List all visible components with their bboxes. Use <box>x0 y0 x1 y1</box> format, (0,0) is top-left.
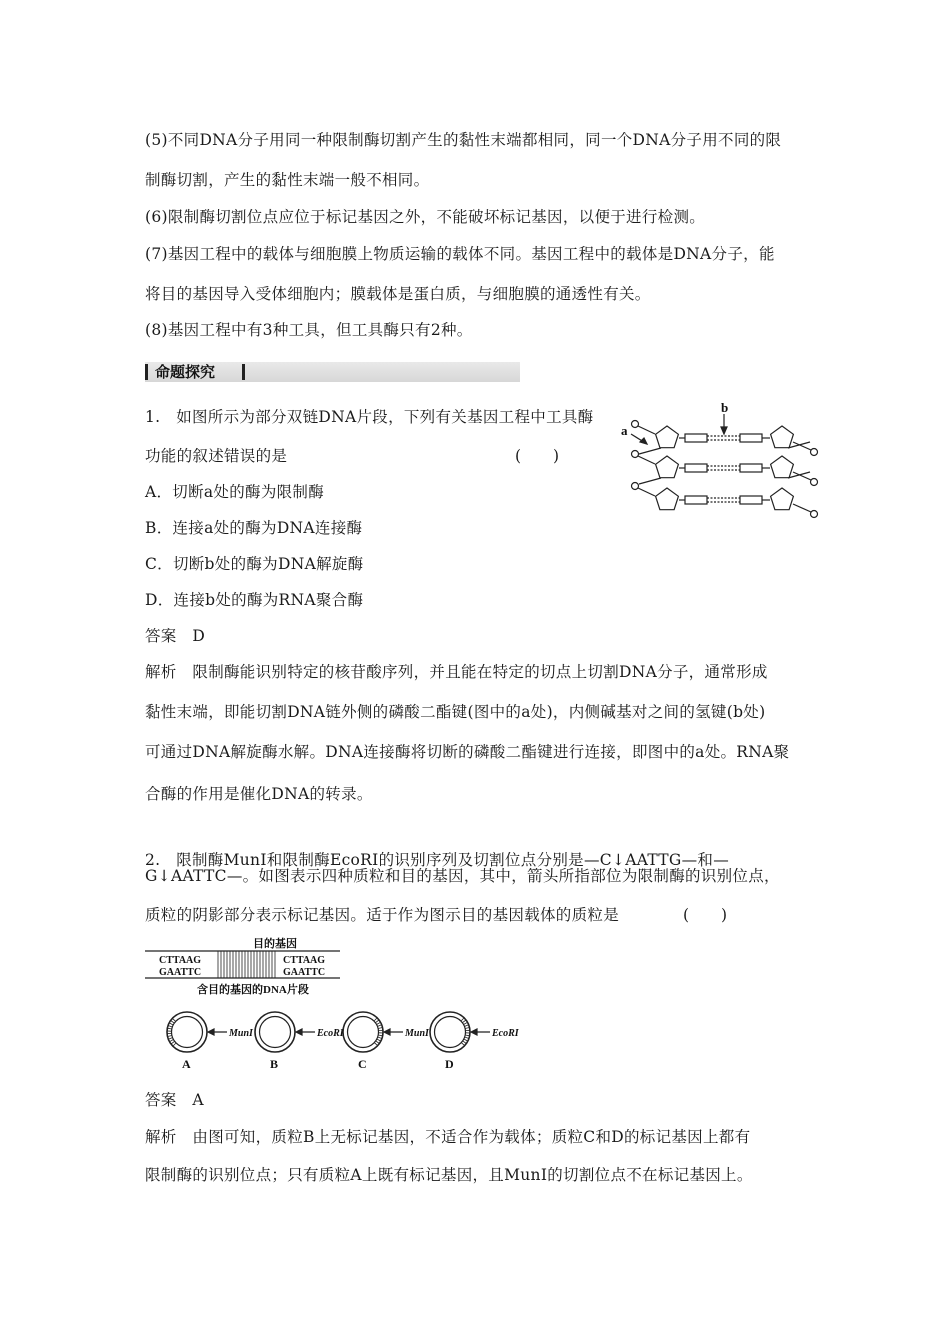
deoxyribose-left <box>656 488 679 510</box>
marker-gene-hatch <box>464 1022 468 1024</box>
marker-gene-hatch <box>378 1025 382 1027</box>
site-arrow-head <box>296 1029 302 1035</box>
base-left <box>685 434 707 442</box>
q2-stem-line-1: 2. 限制酶MunⅠ和限制酶EcoRⅠ的识别序列及切割位点分别是—C↓AATTG—和— <box>145 851 730 869</box>
marker-gene-hatch <box>172 1018 175 1021</box>
phosphate-right <box>811 449 818 456</box>
left-top-sequence: CTTAAG <box>159 955 202 966</box>
deoxyribose-right <box>771 488 794 510</box>
base-right <box>740 464 762 472</box>
plasmid-figure <box>145 935 519 1080</box>
q2-analysis-line-2: 限制酶的识别位点；只有质粒A上既有标记基因，且MunⅠ的切割位点不在标记基因上。 <box>145 1166 753 1184</box>
marker-gene-hatch <box>378 1037 382 1039</box>
marker-gene-hatch <box>171 1041 175 1044</box>
gene-hatching <box>218 951 275 978</box>
backbone-strand-right <box>788 472 810 478</box>
enzyme-label: EcoRI <box>492 1028 519 1039</box>
q1-answer-bracket: ( ) <box>515 447 560 465</box>
backbone-strand-right <box>788 442 810 448</box>
q1-answer: 答案 D <box>145 627 206 645</box>
backbone-link-left <box>638 456 655 464</box>
marker-gene-hatch <box>377 1022 381 1024</box>
marker-gene-hatch <box>465 1035 469 1036</box>
left-bottom-sequence: GAATTC <box>159 967 202 978</box>
marker-gene-hatch <box>462 1020 466 1023</box>
backbone-strand-left <box>639 448 661 454</box>
deoxyribose-right <box>771 426 794 448</box>
phosphate-left <box>632 483 639 490</box>
section-header <box>145 362 520 382</box>
marker-gene-hatch <box>378 1028 382 1029</box>
backbone-link-left <box>638 426 655 434</box>
base-right <box>740 434 762 442</box>
backbone-link-left <box>638 488 655 496</box>
note-5-line-2: 制酶切割，产生的黏性末端一般不相同。 <box>145 171 430 189</box>
marker-gene-hatch <box>464 1039 468 1041</box>
site-arrow-head <box>208 1029 214 1035</box>
section-title: 命题探究 <box>155 363 216 381</box>
plasmid-a <box>167 1012 254 1071</box>
marker-gene-hatch <box>465 1028 469 1029</box>
marker-gene-hatch <box>170 1040 174 1042</box>
enzyme-label: EcoRI <box>317 1028 344 1039</box>
arrow-a-head <box>640 438 647 444</box>
arrow-b-head <box>721 427 727 434</box>
enzyme-label: MunI <box>229 1028 253 1039</box>
marker-gene-hatch <box>463 1041 467 1044</box>
marker-gene-hatch <box>375 1020 379 1023</box>
marker-gene-hatch <box>168 1038 172 1040</box>
q1-option-c: C．切断b处的酶为DNA解旋酶 <box>145 555 364 573</box>
backbone-strand-left <box>639 478 661 484</box>
marker-gene-hatch <box>168 1026 172 1028</box>
plasmid-inner-ring <box>435 1017 466 1048</box>
deoxyribose-left <box>656 426 679 448</box>
q2-answer: 答案 A <box>145 1091 204 1109</box>
note-8: (8)基因工程中有3种工具，但工具酶只有2种。 <box>145 321 473 339</box>
q1-option-a: A．切断a处的酶为限制酶 <box>145 483 325 501</box>
base-left <box>685 496 707 504</box>
plasmid-letter: C <box>358 1057 367 1071</box>
note-7-line-1: (7)基因工程中的载体与细胞膜上物质运输的载体不同。基因工程中的载体是DNA分子，能 <box>145 245 775 263</box>
marker-gene-hatch <box>461 1018 464 1021</box>
plasmid-letter: D <box>445 1057 454 1071</box>
base-right <box>740 496 762 504</box>
q2-analysis-line-1: 解析 由图可知，质粒B上无标记基因，不适合作为载体；质粒C和D的标记基因上都有 <box>145 1128 751 1146</box>
marker-gene-hatch <box>378 1035 382 1036</box>
plasmid-letter: B <box>270 1057 279 1071</box>
marker-gene-hatch <box>465 1025 469 1027</box>
q1-option-b: B．连接a处的酶为DNA连接酶 <box>145 519 363 537</box>
q1-analysis-line-1: 解析 限制酶能识别特定的核苷酸序列，并且能在特定的切点上切割DNA分子，通常形成 <box>145 663 768 681</box>
enzyme-label: MunI <box>405 1028 429 1039</box>
dna-double-strand-figure <box>621 400 825 525</box>
marker-gene-hatch <box>465 1037 469 1039</box>
plasmid-d <box>430 1012 520 1071</box>
plasmid-letter: A <box>182 1057 191 1071</box>
phosphate-left <box>632 451 639 458</box>
q1-analysis-line-3: 可通过DNA解旋酶水解。DNA连接酶将切断的磷酸二酯键进行连接，即图中的a处。RNA聚 <box>145 743 790 761</box>
note-5-line-1: (5)不同DNA分子用同一种限制酶切割产生的黏性末端都相同，同一个DNA分子用不同的限 <box>145 131 782 149</box>
q2-stem-line-3: 质粒的阴影部分表示标记基因。适于作为图示目的基因载体的质粒是 <box>145 906 620 924</box>
q1-stem-line-1: 1. 如图所示为部分双链DNA片段，下列有关基因工程中工具酶 <box>145 408 594 426</box>
marker-gene-hatch <box>173 1043 176 1046</box>
note-7-line-2: 将目的基因导入受体细胞内；膜载体是蛋白质，与细胞膜的通透性有关。 <box>145 285 651 303</box>
label-b: b <box>721 400 729 415</box>
plasmid-b <box>255 1012 345 1071</box>
marker-gene-hatch <box>377 1039 381 1041</box>
q1-option-d: D．连接b处的酶为RNA聚合酶 <box>145 591 364 609</box>
marker-gene-hatch <box>168 1036 172 1037</box>
base-left <box>685 464 707 472</box>
q2-stem-line-2: G↓AATTC—。如图表示四种质粒和目的基因，其中，箭头所指部位为限制酶的识别位点， <box>145 867 780 885</box>
plasmid-inner-ring <box>172 1017 203 1048</box>
right-top-sequence: CTTAAG <box>283 955 326 966</box>
label-a: a <box>621 423 628 438</box>
plasmid-inner-ring <box>348 1017 379 1048</box>
plasmid-inner-ring <box>260 1017 291 1048</box>
marker-gene-hatch <box>376 1041 380 1044</box>
site-arrow-head <box>384 1029 390 1035</box>
section-mark-right <box>242 364 245 380</box>
section-mark-left <box>145 364 148 380</box>
marker-gene-hatch <box>167 1028 171 1029</box>
q1-analysis-line-2: 黏性末端，即能切割DNA链外侧的磷酸二酯键(图中的a处)，内侧碱基对之间的氢键(b处) <box>145 703 766 721</box>
marker-gene-hatch <box>171 1021 175 1024</box>
phosphate-right <box>811 511 818 518</box>
marker-gene-hatch <box>374 1043 377 1046</box>
dna-rows <box>632 421 818 518</box>
deoxyribose-left <box>656 456 679 478</box>
deoxyribose-right <box>771 456 794 478</box>
marker-gene-hatch <box>169 1023 173 1025</box>
q1-analysis-line-4: 合酶的作用是催化DNA的转录。 <box>145 785 373 803</box>
plasmid-c <box>343 1012 430 1071</box>
q1-stem-line-2: 功能的叙述错误的是 <box>145 447 288 465</box>
phosphate-left <box>632 421 639 428</box>
backbone-link-right <box>793 504 811 512</box>
site-arrow-head <box>471 1029 477 1035</box>
plasmid-row <box>167 1012 520 1071</box>
plasmid-outer-ring <box>255 1012 295 1052</box>
note-6: (6)限制酶切割位点应位于标记基因之外，不能破坏标记基因，以便于进行检测。 <box>145 208 706 226</box>
marker-gene-hatch <box>374 1018 377 1021</box>
right-bottom-sequence: GAATTC <box>283 967 326 978</box>
fragment-caption: 含目的基因的DNA片段 <box>197 984 309 996</box>
marker-gene-hatch <box>461 1043 464 1046</box>
phosphate-right <box>811 479 818 486</box>
gene-label: 目的基因 <box>253 938 297 950</box>
q2-answer-bracket: ( ) <box>683 906 728 924</box>
